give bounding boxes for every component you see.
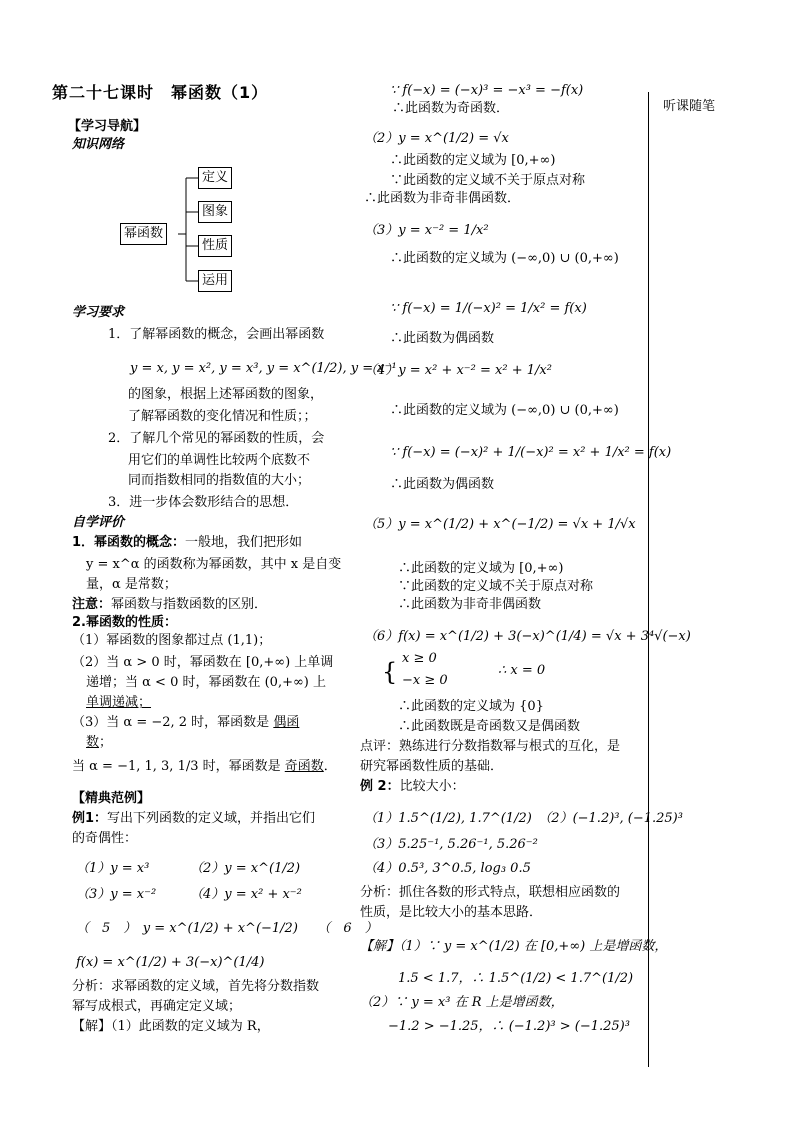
r-line-20a: x ≥ 0	[402, 651, 437, 666]
r-line-17: ∵此函数的定义域不关于原点对称	[398, 579, 594, 594]
ex1-item-1: （1）y = x³	[76, 861, 150, 876]
r-line-11: （4）y = x² + x⁻² = x² + 1/x²	[364, 363, 552, 378]
self-eval-heading: 自学评价	[72, 515, 125, 530]
req-2c: 同而指数相同的指数值的大小；	[128, 473, 311, 488]
prop-1: （1）幂函数的图象都过点 (1,1)；	[72, 633, 272, 648]
compare-1-2: （1）1.5^(1/2), 1.7^(1/2) （2）(−1.2)³, (−1.25)³	[364, 811, 683, 826]
prop-4-blank: 奇函数	[284, 759, 324, 774]
prop-3a: （3）当 α = −2, 2 时，幂函数是	[72, 715, 270, 730]
prop-2c: 单调递减；	[86, 695, 152, 710]
r-line-20b: −x ≥ 0	[402, 673, 448, 688]
analysis2-b: 性质，是比较大小的基本思路．	[360, 905, 543, 920]
sol2-line-4: −1.2 > −1.25，∴ (−1.2)³ > (−1.25)³	[388, 1019, 630, 1034]
req-1b-formulas: y = x, y = x², y = x³, y = x^(1/2), y = x⁻¹	[130, 361, 397, 376]
sol2-line-1: 【解】（1）∵ y = x^(1/2) 在 [0,+∞) 上是增函数，	[360, 939, 668, 954]
analysis-b: 幂写成根式，再确定定义域；	[72, 999, 242, 1014]
ex1-a: 写出下列函数的定义域，并指出它们	[107, 811, 316, 826]
comment-a: 点评：熟练进行分数指数幂与根式的互化，是	[360, 739, 621, 754]
r-line-19: （6）f(x) = x^(1/2) + 3(−x)^(1/4) = √x + 3⁴√(−x)	[364, 629, 691, 644]
brace-glyph: {	[382, 658, 398, 686]
sol2-line-2: 1.5 < 1.7，∴ 1.5^(1/2) < 1.7^(1/2)	[398, 971, 634, 986]
ex1-b: 的奇偶性：	[72, 831, 138, 846]
prop-3c: ；	[99, 735, 113, 750]
compare-3: （3）5.25⁻¹, 5.26⁻¹, 5.26⁻²	[364, 837, 538, 852]
r-line-22: ∴此函数既是奇函数又是偶函数	[398, 719, 581, 734]
r-line-2: ∴此函数为奇函数．	[392, 101, 510, 116]
r-line-20c: ∴ x = 0	[498, 663, 546, 678]
note-label: 注意：	[72, 597, 112, 612]
ex1-item-4: （4）y = x² + x⁻²	[190, 887, 302, 902]
r-line-15: （5）y = x^(1/2) + x^(−1/2) = √x + 1/√x	[364, 517, 636, 532]
requirements-heading: 学习要求	[72, 305, 125, 320]
r-line-12: ∴此函数的定义域为 (−∞,0) ∪ (0,+∞)	[390, 403, 619, 418]
knowledge-network-heading: 知识网络	[72, 137, 125, 152]
r-line-10: ∴此函数为偶函数	[390, 331, 495, 346]
prop-4c: ．	[323, 759, 337, 774]
ex2-text: 比较大小：	[399, 779, 465, 794]
analysis-a: 分析：求幂函数的定义域，首先将分数指数	[72, 979, 320, 994]
ex2-label: 例 2：	[360, 779, 400, 794]
prop-3-blank: 偶函	[273, 715, 300, 730]
ex1-item-2: （2）y = x^(1/2)	[190, 861, 301, 876]
tree-item-definition: 定义	[198, 167, 232, 189]
compare-4: （4）0.5³, 3^0.5, log₃ 0.5	[364, 861, 531, 876]
r-line-14: ∴此函数为偶函数	[390, 477, 495, 492]
r-line-3: （2）y = x^(1/2) = √x	[364, 131, 509, 146]
r-line-1: ∵ f(−x) = (−x)³ = −x³ = −f(x)	[390, 83, 584, 98]
note-text: 幂函数与指数函数的区别．	[111, 597, 268, 612]
r-line-18: ∴此函数为非奇非偶函数	[398, 597, 542, 612]
req-2b: 用它们的单调性比较两个底数不	[128, 453, 311, 468]
req-1a: 1．了解幂函数的概念，会画出幂函数	[108, 327, 325, 342]
nav-heading: 【学习导航】	[68, 119, 147, 134]
tree-item-property: 性质	[198, 235, 232, 257]
examples-heading: 【精典范例】	[72, 791, 151, 806]
r-line-7: （3）y = x⁻² = 1/x²	[364, 223, 489, 238]
tree-item-application: 运用	[198, 270, 232, 292]
solution-1: 【解】（1）此函数的定义域为 R，	[72, 1019, 270, 1034]
prop-2a: （2）当 α > 0 时，幂函数在 [0,+∞) 上单调	[72, 655, 334, 670]
ex1-item-5: （ 5 ） y = x^(1/2) + x^(−1/2) （ 6 ）	[76, 921, 378, 936]
r-line-9: ∵ f(−x) = 1/(−x)² = 1/x² = f(x)	[390, 301, 587, 316]
concept-c: 量，α 是常数；	[86, 577, 177, 592]
comment-b: 研究幂函数性质的基础．	[360, 759, 504, 774]
prop-3b: 数	[86, 735, 100, 750]
req-1c: 的图象，根据上述幂函数的图象，	[128, 387, 324, 402]
tree-item-graph: 图象	[198, 201, 232, 223]
sol2-line-3: （2）∵ y = x³ 在 R 上是增函数，	[360, 995, 564, 1010]
properties-label: 2.幂函数的性质：	[72, 615, 177, 630]
prop-4a: 当 α = −1, 1, 3, 1/3 时，幂函数是	[72, 759, 281, 774]
req-1d: 了解幂函数的变化情况和性质；；	[128, 409, 317, 424]
req-3: 3．进一步体会数形结合的思想．	[108, 495, 299, 510]
req-2a: 2．了解几个常见的幂函数的性质，会	[108, 431, 325, 446]
r-line-13: ∵ f(−x) = (−x)² + 1/(−x)² = x² + 1/x² = f(x)	[390, 445, 672, 460]
page-title: 第二十七课时 幂函数（1）	[52, 83, 269, 102]
r-line-6: ∴此函数为非奇非偶函数．	[364, 191, 521, 206]
ex1-label: 例1：	[72, 811, 108, 826]
tree-root: 幂函数	[120, 223, 167, 245]
r-line-16: ∴此函数的定义域为 [0,+∞)	[398, 561, 564, 576]
r-line-4: ∴此函数的定义域为 [0,+∞)	[390, 153, 556, 168]
side-note: 听课随笔	[663, 99, 716, 114]
concept-label: 1．幂函数的概念：	[72, 535, 186, 550]
concept-b: y = x^α 的函数称为幂函数，其中 x 是自变	[86, 557, 342, 572]
r-line-21: ∴此函数的定义域为 {0}	[398, 699, 544, 714]
prop-2b: 递增；当 α < 0 时，幂函数在 (0,+∞) 上	[86, 675, 327, 690]
ex1-item-6: f(x) = x^(1/2) + 3(−x)^(1/4)	[76, 955, 265, 970]
analysis2-a: 分析：抓住各数的形式特点，联想相应函数的	[360, 885, 621, 900]
concept-a: 一般地，我们把形如	[185, 535, 303, 550]
r-line-5: ∵此函数的定义域不关于原点对称	[390, 173, 586, 188]
r-line-8: ∴此函数的定义域为 (−∞,0) ∪ (0,+∞)	[390, 251, 619, 266]
ex1-item-3: （3）y = x⁻²	[76, 887, 157, 902]
